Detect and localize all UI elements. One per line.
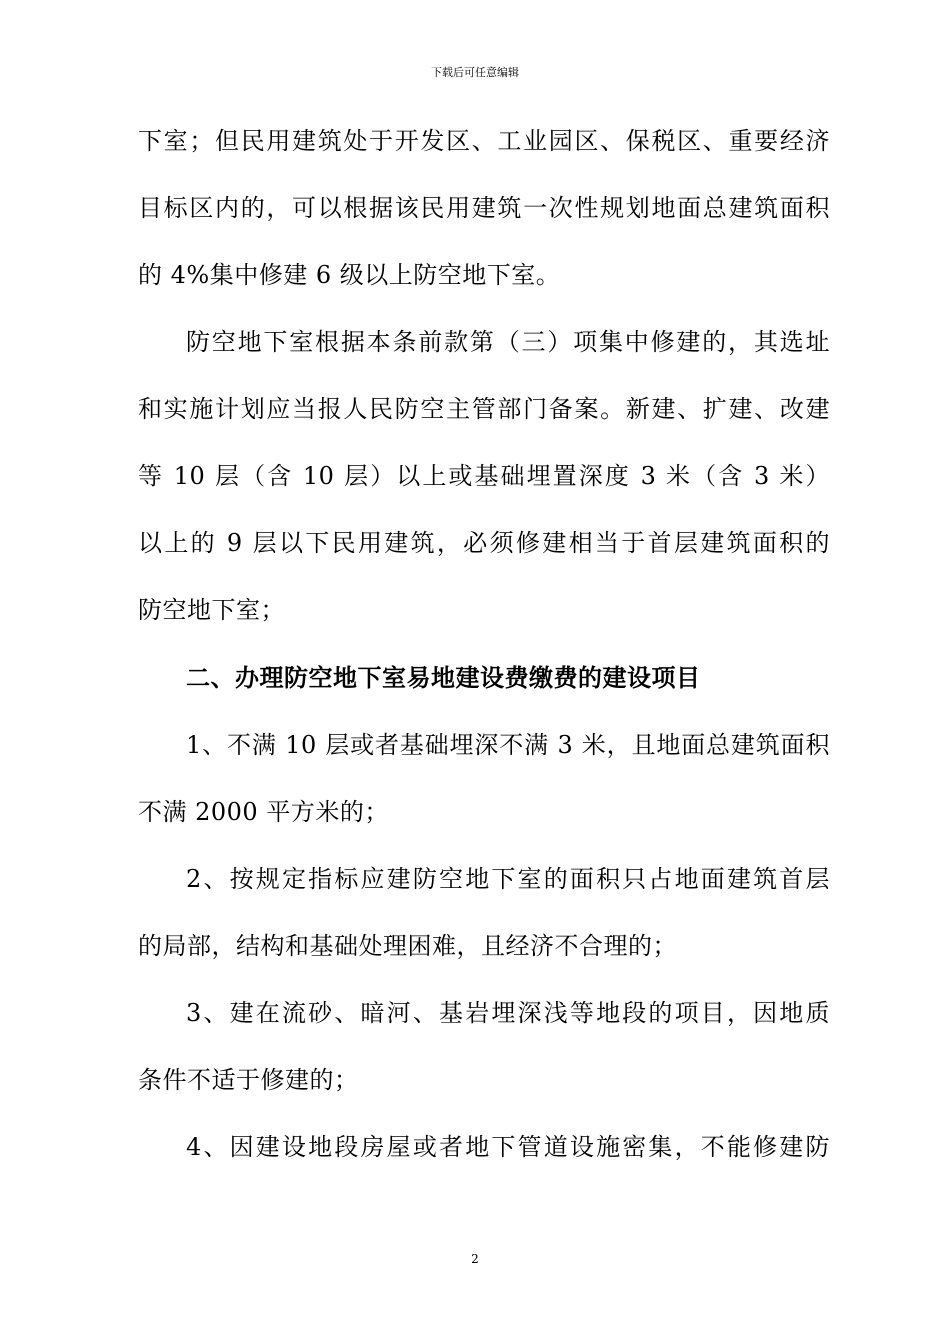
paragraph-line: 2、按规定指标应建防空地下室的面积只占地面建筑首层	[186, 865, 830, 893]
paragraph-line: 4、因建设地段房屋或者地下管道设施密集，不能修建防	[186, 1133, 830, 1161]
paragraph-line: 防空地下室根据本条前款第（三）项集中修建的，其选址	[186, 328, 830, 356]
page-header: 下载后可任意编辑	[431, 66, 519, 79]
paragraph-line: 防空地下室；	[138, 596, 285, 624]
paragraph-line: 等 10 层（含 10 层）以上或基础埋置深度 3 米（含 3 米）	[138, 462, 830, 490]
section-heading: 二、办理防空地下室易地建设费缴费的建设项目	[186, 664, 701, 692]
paragraph-line: 条件不适于修建的；	[138, 1066, 359, 1094]
paragraph-line: 和实施计划应当报人民防空主管部门备案。新建、扩建、改建	[138, 395, 830, 423]
paragraph-line: 目标区内的，可以根据该民用建筑一次性规划地面总建筑面积	[138, 194, 830, 222]
paragraph-line: 3、建在流砂、暗河、基岩埋深浅等地段的项目，因地质	[186, 999, 830, 1027]
paragraph-line: 的 4%集中修建 6 级以上防空地下室。	[138, 261, 561, 289]
paragraph-line: 不满 2000 平方米的；	[138, 798, 389, 826]
paragraph-line: 的局部，结构和基础处理困难，且经济不合理的；	[138, 932, 677, 960]
paragraph-line: 下室；但民用建筑处于开发区、工业园区、保税区、重要经济	[138, 127, 830, 155]
paragraph-line: 以上的 9 层以下民用建筑，必须修建相当于首层建筑面积的	[138, 529, 830, 557]
page-number: 2	[471, 1252, 479, 1266]
paragraph-line: 1、不满 10 层或者基础埋深不满 3 米，且地面总建筑面积	[186, 731, 830, 759]
